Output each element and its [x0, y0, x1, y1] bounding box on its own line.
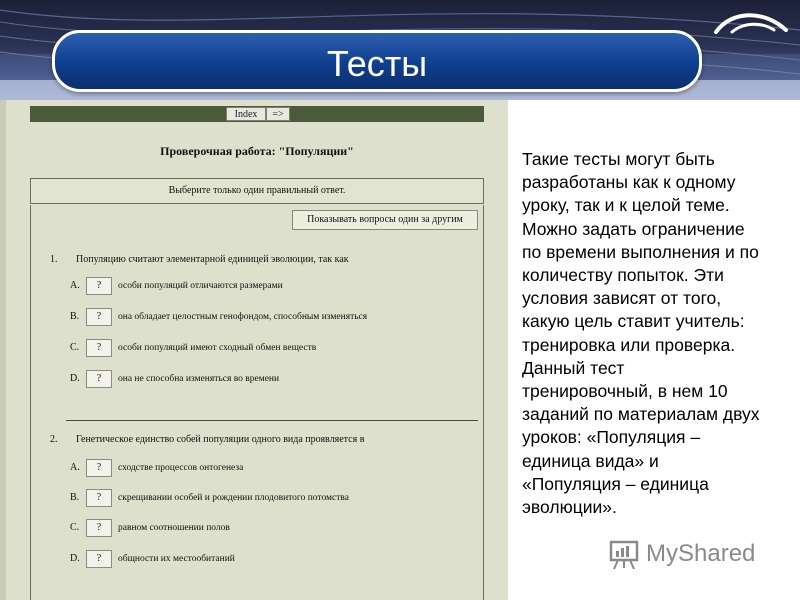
presentation-board-icon — [608, 538, 642, 570]
instruction-box: Выберите только один правильный ответ. — [30, 178, 484, 204]
question-divider — [66, 420, 478, 421]
watermark — [608, 538, 756, 570]
answer-button[interactable]: ? — [86, 489, 112, 507]
option-text: сходстве процессов онтогенеза — [118, 463, 244, 473]
option-text: особи популяций отличаются размерами — [118, 281, 283, 291]
option-text: она обладает целостным генофондом, способным изменяться — [118, 312, 368, 322]
swoosh-logo-icon — [712, 8, 792, 38]
quiz-screenshot — [0, 100, 508, 600]
option-letter: A. — [70, 462, 80, 473]
option-text: равном соотношении полов — [118, 523, 230, 533]
option-letter: B. — [70, 311, 80, 322]
option-text: общности их местообитаний — [118, 554, 235, 564]
question-number: 1. — [50, 254, 58, 265]
answer-button[interactable]: ? — [86, 550, 112, 568]
option-text: она не способна изменяться во времени — [118, 374, 280, 384]
answer-button[interactable]: ? — [86, 519, 112, 537]
index-button[interactable]: Index — [226, 107, 266, 121]
question-text: Популяцию считают элементарной единицей эволюции, так как — [76, 254, 349, 265]
answer-button[interactable]: ? — [86, 459, 112, 477]
option-letter: C. — [70, 522, 80, 533]
quiz-frame — [0, 100, 6, 600]
option-letter: C. — [70, 342, 80, 353]
quiz-heading: Проверочная работа: "Популяции" — [160, 144, 354, 158]
next-button[interactable]: => — [266, 107, 290, 121]
quiz-navbar — [30, 106, 484, 122]
question-text: Генетическое единство собей популяции одного вида проявляется в — [76, 434, 365, 445]
watermark-text: MyShared — [646, 540, 756, 567]
title-banner — [52, 30, 702, 92]
option-letter: A. — [70, 280, 80, 291]
answer-button[interactable]: ? — [86, 277, 112, 295]
description-text: Такие тесты могут быть разработаны как к одному уроку, так и к целой теме. Можно задать ограничение по времени выполнения и по количеству попыток. Эти условия зависят от того, какую цель ставит учитель: тренировка или проверка. Данный тест тренировочный, в нем 10 заданий по материалам двух уроков: «Популяция – единица вида» и «Популяция – единица эволюции». — [522, 149, 760, 518]
question-number: 2. — [50, 434, 58, 445]
option-text: скрещивании особей и рождении плодовитого потомства — [118, 493, 349, 503]
option-letter: D. — [70, 553, 80, 564]
answer-button[interactable]: ? — [86, 370, 112, 388]
option-letter: D. — [70, 373, 80, 384]
option-text: особи популяций имеют сходный обмен веществ — [118, 343, 317, 353]
page-title: Тесты — [326, 43, 428, 84]
answer-button[interactable]: ? — [86, 308, 112, 326]
answer-button[interactable]: ? — [86, 339, 112, 357]
show-one-by-one-button[interactable]: Показывать вопросы один за другим — [292, 210, 478, 230]
option-letter: B. — [70, 492, 80, 503]
